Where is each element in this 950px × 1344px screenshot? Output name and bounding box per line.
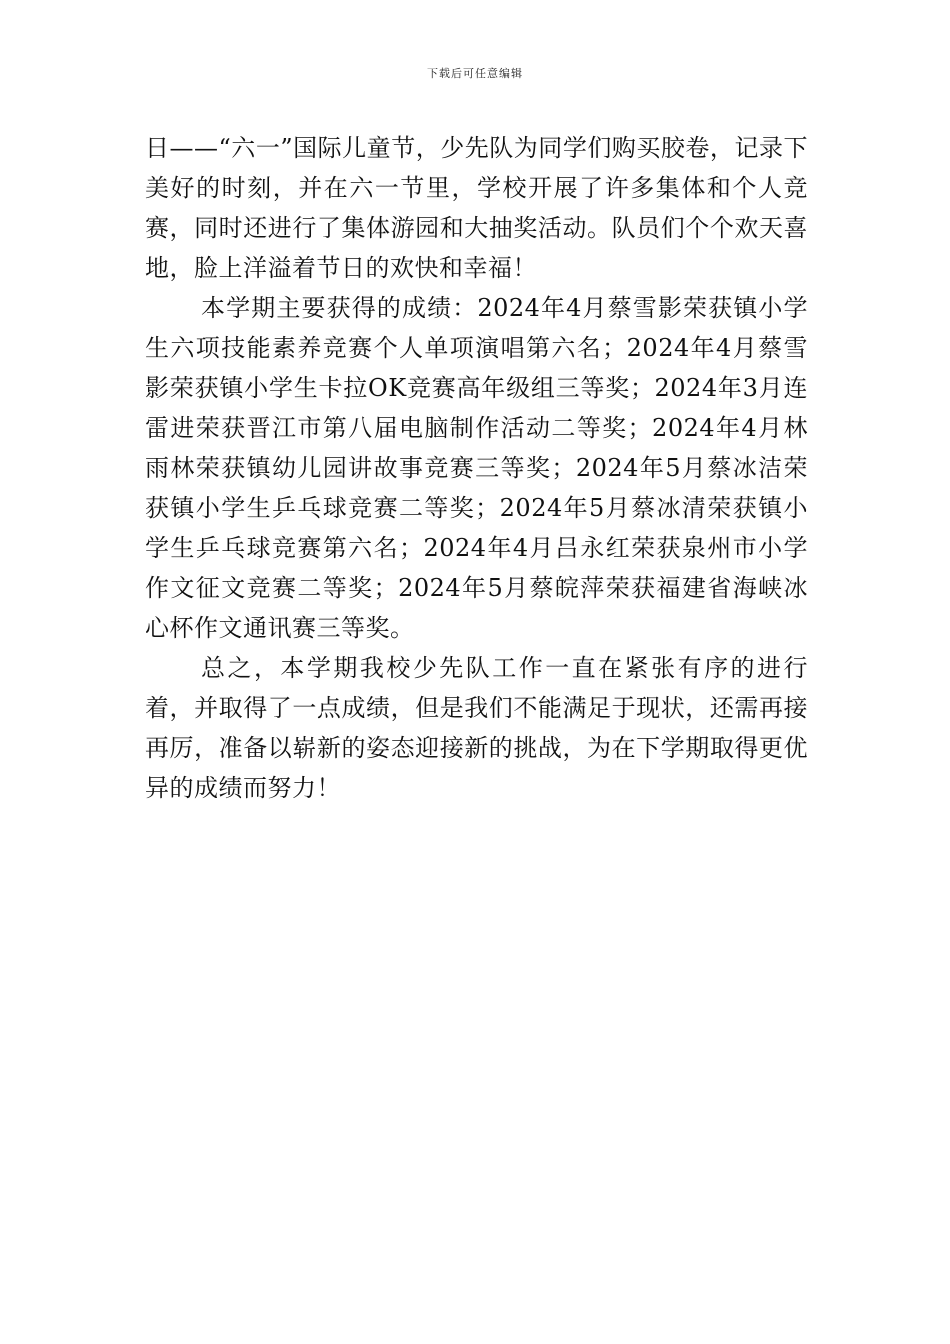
paragraph-conclusion: 总之，本学期我校少先队工作一直在紧张有序的进行着，并取得了一点成绩，但是我们不能满足于现状，还需再接再厉，准备以崭新的姿态迎接新的挑战，为在下学期取得更优异的成绩而努力！ <box>145 654 808 802</box>
document-body <box>145 128 808 808</box>
paragraph-children-day: 日——“六一”国际儿童节，少先队为同学们购买胶卷，记录下美好的时刻，并在六一节里，学校开展了许多集体和个人竞赛，同时还进行了集体游园和大抽奖活动。队员们个个欢天喜地，脸上洋溢着节日的欢快和幸福！ <box>145 134 808 282</box>
page-header: 下载后可任意编辑 <box>427 67 523 80</box>
paragraph-achievements: 本学期主要获得的成绩：2024年4月蔡雪影荣获镇小学生六项技能素养竞赛个人单项演唱第六名；2024年4月蔡雪影荣获镇小学生卡拉OK竞赛高年级组三等奖；2024年3月连雷进荣获晋江市第八届电脑制作活动二等奖；2024年4月林雨林荣获镇幼儿园讲故事竞赛三等奖；2024年5月蔡冰洁荣获镇小学生乒乓球竞赛二等奖；2024年5月蔡冰清荣获镇小学生乒乓球竞赛第六名；2024年4月吕永红荣获泉州市小学作文征文竞赛二等奖；2024年5月蔡皖萍荣获福建省海峡冰心杯作文通讯赛三等奖。 <box>145 294 808 642</box>
